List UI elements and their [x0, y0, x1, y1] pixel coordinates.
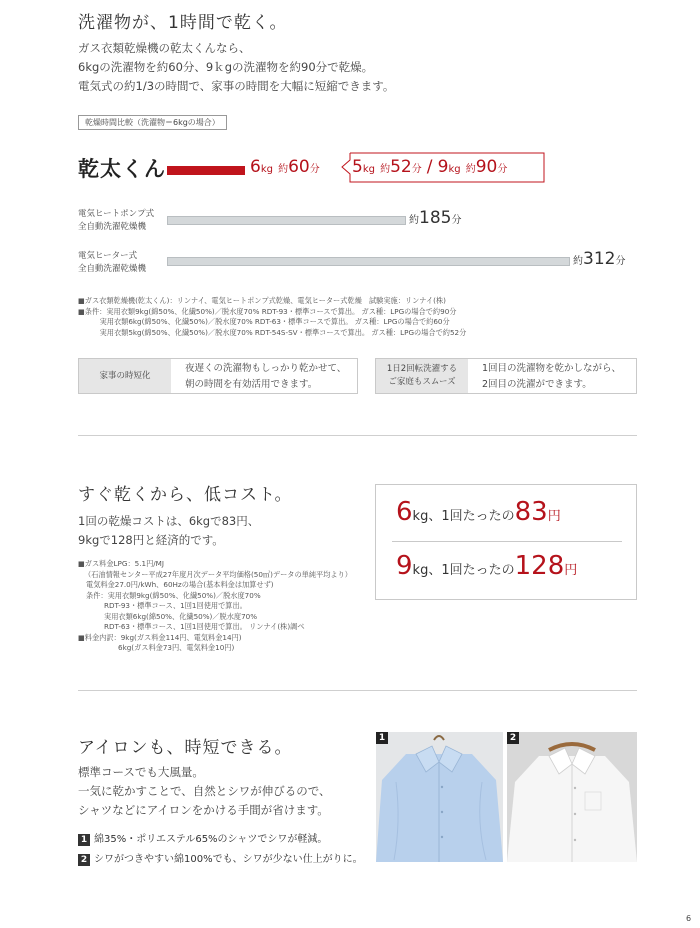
value-number: 60	[288, 157, 310, 177]
divider	[78, 690, 637, 691]
number-badge: 1	[78, 834, 90, 846]
feature-box-timesaving	[78, 358, 358, 394]
chart-bar-kanta	[167, 166, 245, 175]
value-approx: 約	[409, 215, 419, 226]
note-line: （石油情報センター平成27年度月次データ平均価格(50㎥)データの単純平均より）	[84, 569, 352, 579]
feature-line: 2回目の洗濯ができます。	[482, 379, 592, 390]
point-text: シワがつきやすい綿100%でも、シワが少ない仕上がりに。	[94, 854, 363, 865]
note-line: RDT-63・標準コース、1回1回使用で算出。 リンナイ(株)調べ	[104, 622, 305, 631]
feature-label	[376, 359, 468, 393]
intro-line: 電気式の約1/3の時間で、家事の時間を大幅に短縮できます。	[78, 79, 395, 93]
feature-box-twice	[375, 358, 637, 394]
intro-line: シャツなどにアイロンをかける手間が省けます。	[78, 803, 329, 817]
note-line: 6kg(ガス料金73円、電気料金10円)	[118, 643, 235, 652]
feature-line: 朝の時間を有効活用できます。	[185, 379, 318, 390]
section2-title: すぐ乾くから、低コスト。	[78, 485, 293, 505]
value-number: 312	[583, 249, 616, 269]
feature-text	[468, 359, 621, 393]
intro-line: 6kgの洗濯物を約60分、9ｋgの洗濯物を約90分で乾燥。	[78, 60, 374, 74]
note-line: 実用衣類5kg(綿50%、化繊50%)／脱水度70% RDT-54S-SV・標準コースで算出。 ガス種：LPGの場合で約52分	[78, 327, 467, 337]
intro-line: 9kgで128円と経済的です。	[78, 533, 224, 547]
value-unit: 分	[451, 215, 462, 226]
callout-unit: 分	[411, 164, 422, 175]
callout-kg-unit: kg	[448, 164, 461, 175]
feature-line: 1回目の洗濯物を乾かしながら、	[482, 363, 622, 374]
kanta-logo: 乾太くん	[78, 157, 166, 181]
feature-label: 家事の時短化	[79, 359, 171, 393]
cost-number: 83	[514, 497, 548, 527]
heatpump-label	[78, 208, 154, 234]
kanta-value	[250, 157, 320, 177]
note-line: ■条件：実用衣類9kg(綿50%、化繊50%)／脱水度70% RDT-93・標準コースで算出。 ガス種：LPGの場合で約90分	[78, 306, 457, 316]
callout-number: 52	[390, 157, 412, 177]
label-line: 全自動洗濯乾燥機	[78, 222, 147, 232]
value-kg: 6	[250, 157, 261, 177]
label-line: 全自動洗濯乾燥機	[78, 264, 147, 274]
cost-6kg	[396, 497, 561, 527]
cost-text: kg、1回たったの	[412, 509, 515, 524]
cost-9kg	[396, 551, 577, 581]
section1-intro	[78, 39, 394, 96]
blue-shirt-image	[376, 732, 503, 862]
intro-line: 一気に乾かすことで、自然とシワが伸びるので、	[78, 784, 331, 798]
cost-unit: 円	[547, 509, 561, 524]
cost-unit: 円	[564, 563, 578, 578]
note-line: 実用衣類6kg(綿50%、化繊50%)／脱水度70% RDT-63・標準コースで算出。 ガス種：LPGの場合で約60分	[78, 317, 450, 326]
value-number: 185	[419, 208, 452, 228]
note-line: ■ガス衣類乾燥機(乾太くん)：リンナイ、電気ヒートポンプ式乾燥、電気ヒーター式乾燥 試験実施：リンナイ(株)	[78, 296, 446, 305]
kanta-callout	[352, 157, 507, 177]
intro-line: 標準コースでも大風量。	[78, 765, 204, 779]
section3-title: アイロンも、時短できる。	[78, 738, 293, 758]
page-number: 6	[686, 914, 692, 923]
note-line: 条件：実用衣類9kg(綿50%、化繊50%)／脱水度70%	[86, 590, 261, 600]
heater-label	[78, 250, 146, 276]
section2-notes	[78, 559, 352, 654]
section1-notes	[78, 296, 466, 338]
note-line: 実用衣類6kg(綿50%、化繊50%)／脱水度70%	[104, 611, 258, 621]
value-approx: 約	[278, 164, 289, 175]
note-line: 電気料金27.0円/kWh、60Hzの場合(基本料金は加算せず)	[86, 580, 274, 589]
callout-number: 90	[475, 157, 498, 177]
value-approx: 約	[573, 256, 583, 267]
photo-blue-shirt	[376, 732, 503, 862]
number-badge: 2	[78, 854, 90, 866]
callout-kg: 5	[352, 157, 363, 177]
photo-badge: 1	[376, 732, 388, 744]
feature-label-line: 1日2回転洗濯する	[386, 364, 458, 374]
point-2	[78, 850, 363, 866]
chart-bar-heatpump	[167, 216, 406, 225]
photo-badge: 2	[507, 732, 519, 744]
point-text: 綿35%・ポリエステル65%のシャツでシワが軽減。	[94, 834, 328, 845]
cost-divider	[392, 541, 622, 542]
callout-approx: 約	[465, 164, 476, 175]
heater-value	[573, 249, 625, 269]
cost-kg: 6	[396, 497, 413, 527]
label-line: 電気ヒーター式	[78, 251, 138, 261]
divider	[78, 435, 637, 436]
intro-line: 1回の乾燥コストは、6kgで83円、	[78, 514, 260, 528]
cost-box	[375, 484, 637, 600]
label-line: 電気ヒートポンプ式	[78, 209, 155, 219]
callout-unit: 分	[497, 164, 508, 175]
photo-white-shirt	[507, 732, 637, 862]
compare-tag: 乾燥時間比較（洗濯物＝6kgの場合）	[78, 115, 227, 130]
section1-title: 洗濯物が、1時間で乾く。	[78, 13, 288, 33]
cost-kg: 9	[396, 551, 413, 581]
value-kg-unit: kg	[260, 164, 273, 175]
callout-kg-unit: kg	[362, 164, 375, 175]
callout-separator: /	[426, 157, 433, 177]
white-shirt-image	[507, 732, 637, 862]
section2-intro	[78, 512, 259, 550]
cost-text: kg、1回たったの	[412, 563, 515, 578]
chart-bar-heater	[167, 257, 570, 266]
callout-approx: 約	[380, 164, 391, 175]
note-line: ■ガス料金LPG：5.1円/MJ	[78, 559, 164, 568]
value-unit: 分	[309, 164, 320, 175]
section3-intro	[78, 763, 331, 820]
feature-text	[171, 359, 346, 393]
cost-number: 128	[514, 551, 565, 581]
feature-line: 夜遅くの洗濯物もしっかり乾かせて、	[185, 363, 347, 374]
value-unit: 分	[615, 256, 626, 267]
point-1	[78, 830, 327, 846]
intro-line: ガス衣類乾燥機の乾太くんなら、	[78, 41, 251, 55]
callout-kg: 9	[437, 157, 449, 177]
heatpump-value	[409, 208, 461, 228]
note-line: RDT-93・標準コース、1回1回使用で算出。	[104, 601, 247, 610]
note-line: ■料金内訳：9kg(ガス料金114円、電気料金14円)	[78, 632, 242, 642]
feature-label-line: ご家庭もスムーズ	[388, 377, 456, 387]
